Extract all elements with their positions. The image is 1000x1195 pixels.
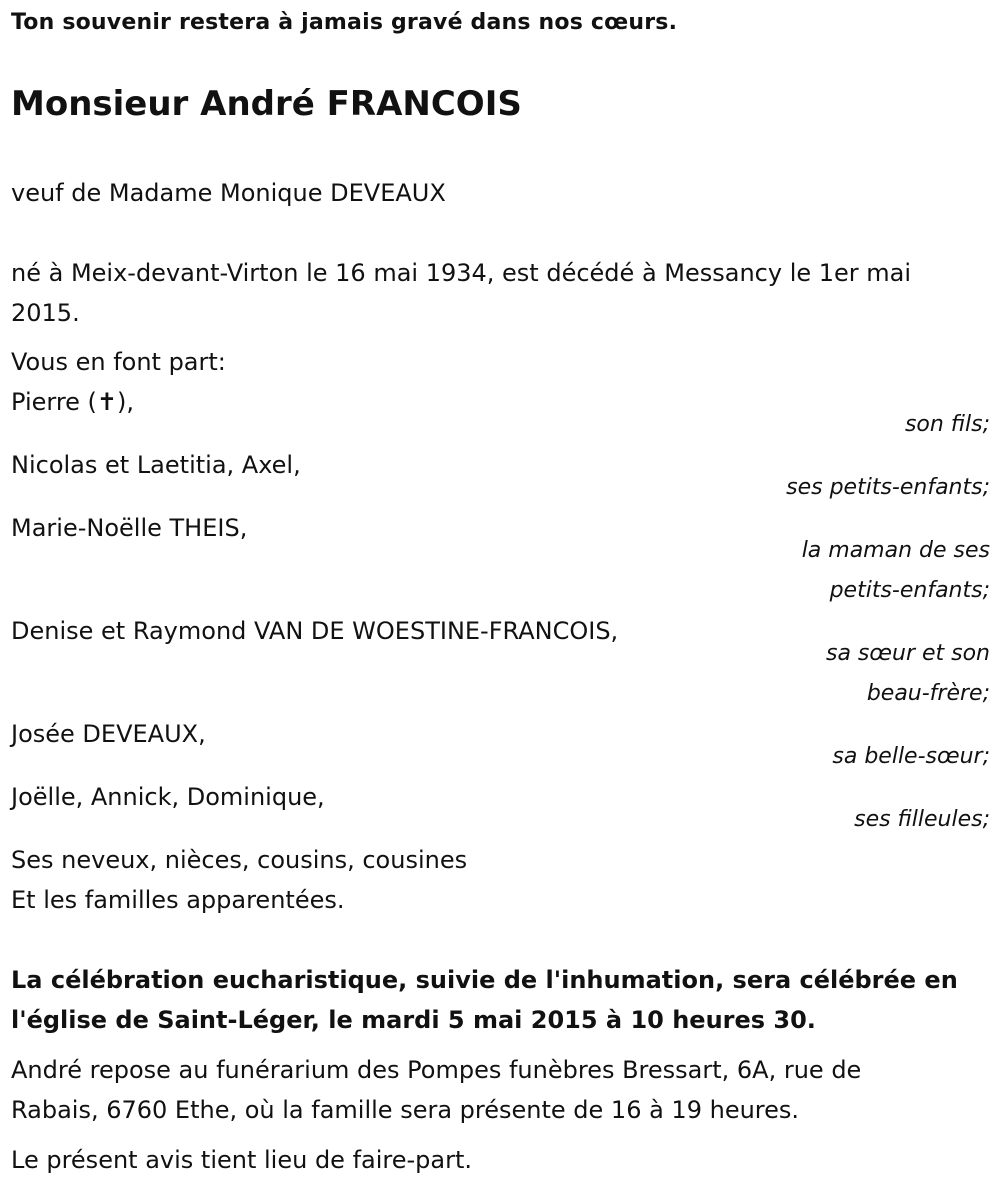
ceremony-line-2: l'église de Saint-Léger, le mardi 5 mai 2015 à 10 heures 30. [11,1006,816,1034]
family-role-van-de-woestine-line-2: beau-frère; [866,681,990,706]
family-role-filleules: ses filleules; [854,807,990,832]
funeral-home-line-1: André repose au funérarium des Pompes funèbres Bressart, 6A, rue de [11,1056,862,1084]
relatives-line-2: Et les familles apparentées. [11,886,345,914]
closing-note: Le présent avis tient lieu de faire-part. [11,1146,473,1174]
family-role-theis-line-2: petits-enfants; [829,578,990,603]
family-role-van-de-woestine-line-1: sa sœur et son [825,641,990,666]
birth-death-line-2: 2015. [11,299,80,327]
family-name-josee: Josée DEVEAUX, [11,720,206,748]
widower-line: veuf de Madame Monique DEVEAUX [11,179,446,207]
family-name-filleules: Joëlle, Annick, Dominique, [11,783,325,811]
tagline: Ton souvenir restera à jamais gravé dans nos cœurs. [11,10,678,35]
family-role-theis-line-1: la maman de ses [801,538,990,563]
family-name-pierre: Pierre (✝), [11,388,135,416]
family-role-pierre: son fils; [904,412,990,437]
family-role-grandchildren: ses petits-enfants; [786,475,990,500]
announce-intro: Vous en font part: [11,348,226,376]
family-role-josee: sa belle-sœur; [832,744,990,769]
relatives-line-1: Ses neveux, nièces, cousins, cousines [11,846,468,874]
funeral-home-line-2: Rabais, 6760 Ethe, où la famille sera présente de 16 à 19 heures. [11,1096,800,1124]
family-name-theis: Marie-Noëlle THEIS, [11,514,248,542]
birth-death-line-1: né à Meix-devant-Virton le 16 mai 1934, est décédé à Messancy le 1er mai [11,259,912,287]
family-name-van-de-woestine: Denise et Raymond VAN DE WOESTINE-FRANCOIS, [11,617,619,645]
family-name-grandchildren: Nicolas et Laetitia, Axel, [11,451,301,479]
deceased-name: Monsieur André FRANCOIS [11,84,522,124]
ceremony-line-1: La célébration eucharistique, suivie de l'inhumation, sera célébrée en [11,966,958,994]
